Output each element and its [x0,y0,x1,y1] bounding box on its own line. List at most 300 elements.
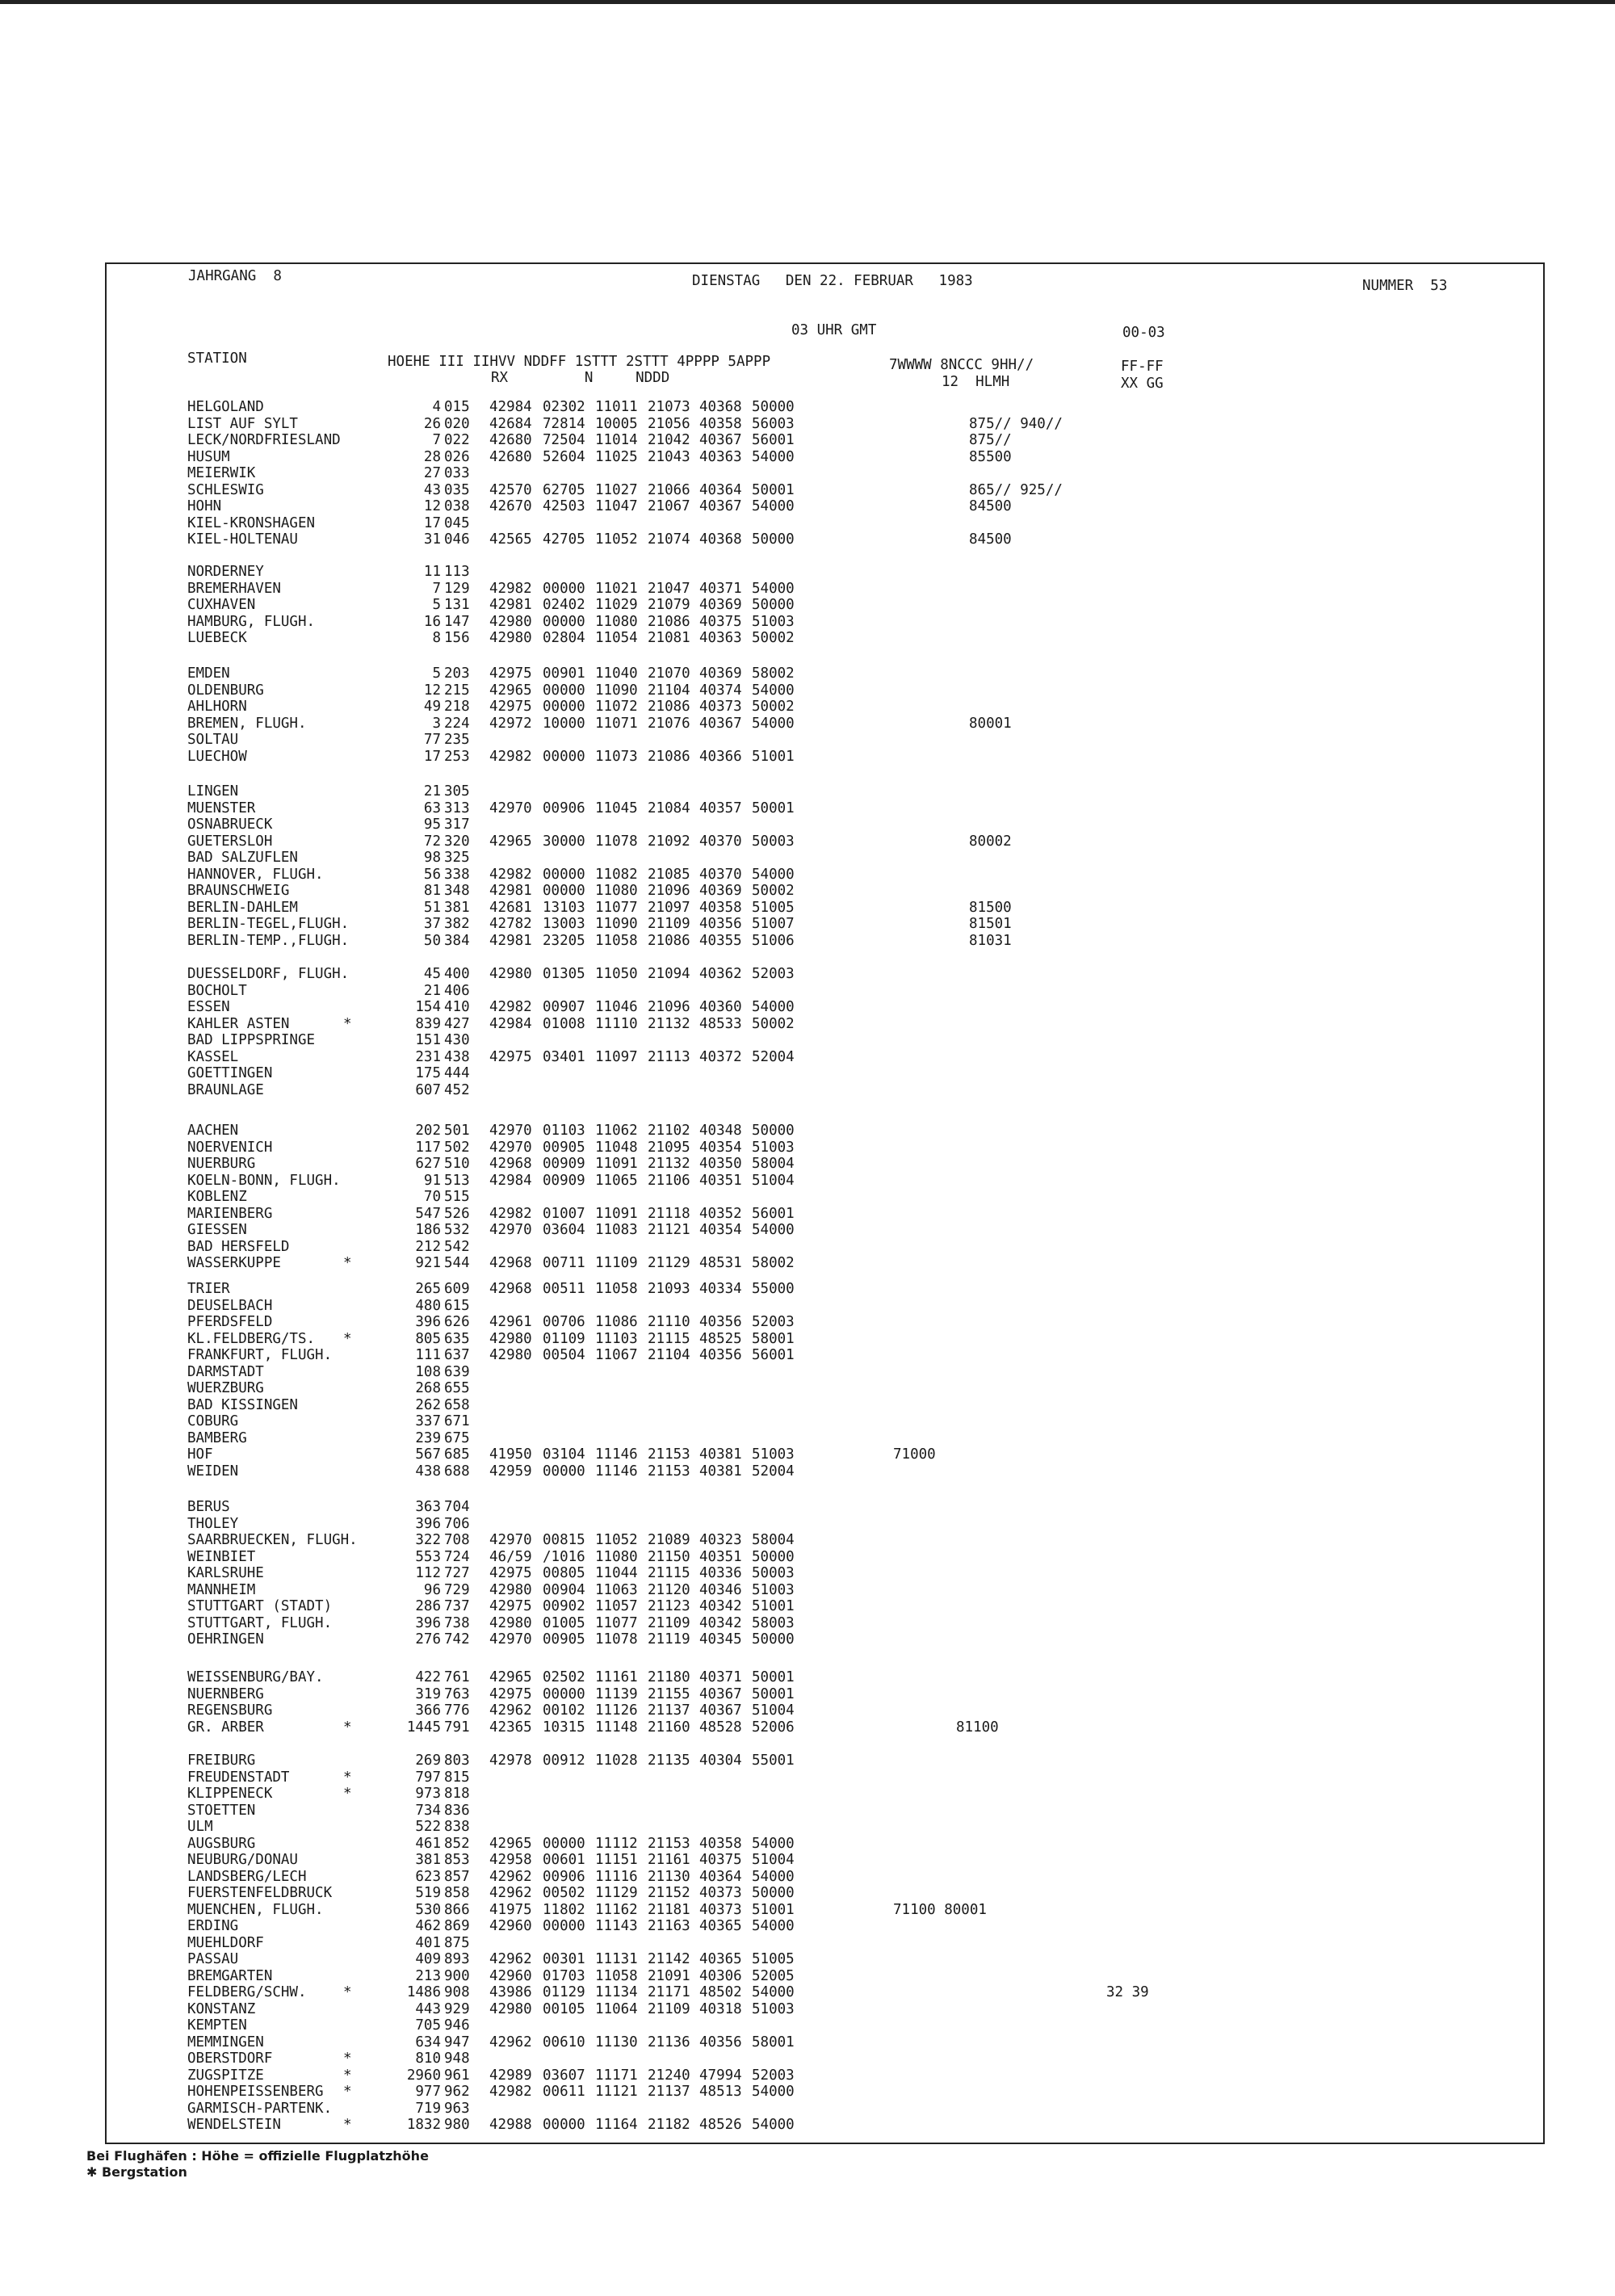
group-5appp: 50000 [752,1631,795,1647]
group-nddff: 01005 [543,1614,585,1631]
station-name: ESSEN [187,999,230,1015]
group-2sttt: 21106 [648,1172,690,1189]
group-2sttt: 21123 [648,1598,690,1614]
group-4pppp: 40356 [699,916,742,932]
station-name: FRANKFURT, FLUGH. [187,1347,333,1363]
mountain-marker: * [343,1255,352,1271]
station-name: KAHLER ASTEN [187,1015,290,1032]
group-1sttt: 11090 [595,682,638,699]
group-4pppp: 40354 [699,1222,742,1238]
station-height: 553 [415,1548,441,1565]
group-5appp: 50001 [752,1669,795,1685]
station-name: HANNOVER, FLUGH. [187,866,324,883]
group-nddff: 00105 [543,2000,585,2017]
group-1sttt: 11045 [595,800,638,816]
station-number: 129 [444,580,470,597]
group-1sttt: 11080 [595,883,638,899]
column-group7-sub: 12 HLMH [942,374,1010,390]
station-number: 763 [444,1685,470,1702]
station-number: 156 [444,630,470,646]
group-1sttt: 11067 [595,1347,638,1363]
station-number: 113 [444,564,470,580]
group-4pppp: 40358 [699,1835,742,1852]
station-name: KASSEL [187,1048,239,1065]
station-name: KOBLENZ [187,1189,247,1205]
group-4pppp: 40354 [699,1139,742,1156]
group-4pppp: 40358 [699,415,742,432]
group-nddff: 01703 [543,1967,585,1984]
station-number: 348 [444,883,470,899]
station-height: 151 [415,1032,441,1048]
group-nddff: 72814 [543,415,585,432]
group-5appp: 51004 [752,1702,795,1719]
group-1sttt: 11126 [595,1702,638,1719]
station-number: 675 [444,1429,470,1446]
group-4pppp: 40374 [699,682,742,699]
group-5appp: 51004 [752,1172,795,1189]
group-4pppp: 40366 [699,748,742,765]
station-number: 544 [444,1255,470,1271]
group-5appp: 55001 [752,1752,795,1769]
group-iihvv: 42959 [489,1463,532,1480]
group-nddff: 00601 [543,1852,585,1868]
group-2sttt: 21132 [648,1156,690,1172]
station-height: 212 [415,1238,441,1255]
group-iihvv: 42962 [489,1868,532,1885]
station-name: KONSTANZ [187,2000,256,2017]
station-number: 858 [444,1885,470,1901]
group-iihvv: 42962 [489,1702,532,1719]
group-5appp: 51001 [752,1901,795,1918]
group-iihvv: 42980 [489,1581,532,1598]
station-height: 547 [415,1205,441,1222]
group-2sttt: 21181 [648,1901,690,1918]
group-4pppp: 40372 [699,1048,742,1065]
group-nddff: 00906 [543,1868,585,1885]
station-number: 381 [444,899,470,916]
group-iihvv: 42968 [489,1281,532,1297]
station-name: BAD KISSINGEN [187,1396,298,1413]
station-height: 12 [423,498,441,514]
group-2sttt: 21081 [648,630,690,646]
group-1sttt: 11071 [595,715,638,732]
group-5appp: 50000 [752,1123,795,1139]
station-number: 853 [444,1852,470,1868]
group-2sttt: 21093 [648,1281,690,1297]
station-number: 338 [444,866,470,883]
station-height: 627 [415,1156,441,1172]
station-height: 810 [415,2050,441,2067]
group-2sttt: 21086 [648,932,690,949]
station-name: MEMMINGEN [187,2034,264,2050]
station-height: 2960 [406,2067,441,2084]
group-5appp: 50001 [752,1685,795,1702]
column-station: STATION [187,350,247,367]
station-height: 91 [423,1172,441,1189]
group-iihvv: 42670 [489,498,532,514]
station-number: 929 [444,2000,470,2017]
station-number: 857 [444,1868,470,1885]
station-name: FREUDENSTADT [187,1769,290,1786]
station-name: BREMERHAVEN [187,580,281,597]
group-nddff: 42705 [543,531,585,548]
group-iihvv: 42965 [489,1669,532,1685]
station-name: ZUGSPITZE [187,2067,264,2084]
station-name: BERLIN-TEGEL,FLUGH. [187,916,350,932]
group-2sttt: 21136 [648,2034,690,2050]
station-number: 869 [444,1918,470,1934]
station-height: 805 [415,1330,441,1347]
station-name: HOF [187,1446,213,1463]
station-number: 147 [444,613,470,630]
group-nddff: /1016 [543,1548,585,1565]
group-1sttt: 11146 [595,1463,638,1480]
group-4pppp: 40371 [699,580,742,597]
group-4pppp: 40346 [699,1581,742,1598]
group-5appp: 54000 [752,1835,795,1852]
station-name: LUEBECK [187,630,247,646]
group-iihvv: 41975 [489,1901,532,1918]
group-nddff: 03604 [543,1222,585,1238]
group-4pppp: 40367 [699,1702,742,1719]
station-height: 16 [423,613,441,630]
group-2sttt: 21153 [648,1463,690,1480]
group-extra: 865// 925// [969,481,1063,498]
group-2sttt: 21086 [648,748,690,765]
group-4pppp: 40367 [699,715,742,732]
group-iihvv: 42988 [489,2117,532,2133]
group-nddff: 00909 [543,1172,585,1189]
group-1sttt: 11046 [595,999,638,1015]
station-height: 81 [423,883,441,899]
group-5appp: 54000 [752,2117,795,2133]
group-nddff: 62705 [543,481,585,498]
station-height: 49 [423,699,441,715]
group-2sttt: 21130 [648,1868,690,1885]
station-number: 776 [444,1702,470,1719]
station-name: BAMBERG [187,1429,247,1446]
station-name: STUTTGART (STADT) [187,1598,333,1614]
group-2sttt: 21102 [648,1123,690,1139]
group-5appp: 54000 [752,866,795,883]
station-number: 727 [444,1565,470,1581]
group-5appp: 50000 [752,1885,795,1901]
group-nddff: 00000 [543,682,585,699]
group-nddff: 13103 [543,899,585,916]
group-4pppp: 40370 [699,866,742,883]
group-1sttt: 11052 [595,531,638,548]
group-1sttt: 11050 [595,966,638,982]
group-1sttt: 11064 [595,2000,638,2017]
group-extra: 81031 [969,932,1012,949]
group-5appp: 52003 [752,2067,795,2084]
group-5appp: 54000 [752,999,795,1015]
group-2sttt: 21240 [648,2067,690,2084]
station-number: 947 [444,2034,470,2050]
station-number: 908 [444,1984,470,2000]
station-height: 530 [415,1901,441,1918]
group-nddff: 03401 [543,1048,585,1065]
group-iihvv: 42980 [489,2000,532,2017]
group-nddff: 03607 [543,2067,585,2084]
group-nddff: 00906 [543,800,585,816]
station-name: SAARBRUECKEN, FLUGH. [187,1532,358,1548]
group-2sttt: 21089 [648,1532,690,1548]
station-height: 462 [415,1918,441,1934]
group-iihvv: 42681 [489,899,532,916]
group-5appp: 58002 [752,665,795,682]
group-nddff: 00000 [543,1835,585,1852]
group-iihvv: 42981 [489,597,532,613]
group-5appp: 50002 [752,1015,795,1032]
station-name: THOLEY [187,1515,239,1532]
station-number: 427 [444,1015,470,1032]
station-height: 154 [415,999,441,1015]
column-ff: FF-FF [1121,359,1164,375]
station-number: 963 [444,2100,470,2117]
column-group7: 7WWWW 8NCCC 9HH// [889,357,1034,373]
station-name: REGENSBURG [187,1702,273,1719]
station-height: 634 [415,2034,441,2050]
station-number: 688 [444,1463,470,1480]
station-number: 866 [444,1901,470,1918]
group-1sttt: 11091 [595,1156,638,1172]
station-number: 325 [444,850,470,866]
group-2sttt: 21067 [648,498,690,514]
group-4pppp: 40375 [699,1852,742,1868]
group-4pppp: 40364 [699,481,742,498]
group-1sttt: 11027 [595,481,638,498]
group-nddff: 01008 [543,1015,585,1032]
group-2sttt: 21113 [648,1048,690,1065]
group-1sttt: 11077 [595,1614,638,1631]
station-name: GOETTINGEN [187,1065,273,1081]
group-4pppp: 40362 [699,966,742,982]
station-height: 21 [423,982,441,999]
group-nddff: 01305 [543,966,585,982]
station-name: KEMPTEN [187,2017,247,2034]
station-name: LIST AUF SYLT [187,415,298,432]
station-height: 70 [423,1189,441,1205]
group-iihvv: 42965 [489,682,532,699]
station-number: 655 [444,1380,470,1396]
station-height: 98 [423,850,441,866]
group-extra: 32 39 [1106,1984,1149,2000]
station-height: 17 [423,748,441,765]
group-2sttt: 21109 [648,1614,690,1631]
group-iihvv: 42972 [489,715,532,732]
group-1sttt: 11139 [595,1685,638,1702]
station-height: 7 [432,580,441,597]
mountain-marker: * [343,1330,352,1347]
group-2sttt: 21153 [648,1446,690,1463]
station-name: AHLHORN [187,699,247,715]
station-height: 522 [415,1819,441,1835]
group-iihvv: 42980 [489,613,532,630]
station-height: 213 [415,1967,441,1984]
group-iihvv: 42978 [489,1752,532,1769]
group-1sttt: 11121 [595,2084,638,2100]
station-height: 269 [415,1752,441,1769]
station-name: MARIENBERG [187,1205,273,1222]
station-name: BREMGARTEN [187,1967,273,1984]
group-iihvv: 42980 [489,1330,532,1347]
group-nddff: 03104 [543,1446,585,1463]
group-1sttt: 11063 [595,1581,638,1598]
group-1sttt: 11086 [595,1314,638,1330]
issue-date: DIENSTAG DEN 22. FEBRUAR 1983 [692,273,973,289]
station-height: 37 [423,916,441,932]
group-nddff: 00000 [543,1685,585,1702]
group-nddff: 00912 [543,1752,585,1769]
station-height: 95 [423,816,441,833]
station-number: 980 [444,2117,470,2133]
station-number: 852 [444,1835,470,1852]
group-5appp: 58004 [752,1532,795,1548]
group-5appp: 56001 [752,1347,795,1363]
group-iihvv: 42982 [489,2084,532,2100]
group-5appp: 52003 [752,1314,795,1330]
station-height: 21 [423,783,441,800]
station-height: 337 [415,1413,441,1429]
group-5appp: 50000 [752,597,795,613]
group-nddff: 00000 [543,883,585,899]
group-nddff: 11802 [543,1901,585,1918]
station-number: 218 [444,699,470,715]
group-4pppp: 40318 [699,2000,742,2017]
group-5appp: 54000 [752,2084,795,2100]
group-2sttt: 21104 [648,682,690,699]
observation-time: 03 UHR GMT [791,322,877,338]
station-name: HOHN [187,498,222,514]
group-1sttt: 11116 [595,1868,638,1885]
station-number: 803 [444,1752,470,1769]
group-5appp: 51003 [752,1581,795,1598]
group-nddff: 02302 [543,399,585,415]
group-5appp: 51003 [752,1446,795,1463]
group-5appp: 50002 [752,699,795,715]
group-nddff: 00000 [543,748,585,765]
station-height: 705 [415,2017,441,2034]
station-name: WEIDEN [187,1463,239,1480]
station-name: COBURG [187,1413,239,1429]
group-5appp: 58004 [752,1156,795,1172]
station-number: 317 [444,816,470,833]
group-iihvv: 42365 [489,1719,532,1736]
group-2sttt: 21182 [648,2117,690,2133]
station-name: LINGEN [187,783,239,800]
group-iihvv: 42960 [489,1918,532,1934]
group-nddff: 00502 [543,1885,585,1901]
group-5appp: 51007 [752,916,795,932]
station-height: 623 [415,1868,441,1885]
group-4pppp: 40355 [699,932,742,949]
group-iihvv: 42982 [489,866,532,883]
group-nddff: 00805 [543,1565,585,1581]
station-number: 532 [444,1222,470,1238]
station-number: 962 [444,2084,470,2100]
group-5appp: 54000 [752,498,795,514]
station-name: MANNHEIM [187,1581,256,1598]
group-2sttt: 21152 [648,1885,690,1901]
group-extra: 875// [969,432,1012,448]
footnote-airport: Bei Flughäfen : Höhe = offizielle Flugplatzhöhe [86,2148,429,2164]
station-number: 501 [444,1123,470,1139]
group-iihvv: 42961 [489,1314,532,1330]
group-iihvv: 42684 [489,415,532,432]
group-5appp: 51003 [752,2000,795,2017]
group-iihvv: 42968 [489,1255,532,1271]
group-2sttt: 21119 [648,1631,690,1647]
group-iihvv: 42680 [489,432,532,448]
group-nddff: 00905 [543,1139,585,1156]
group-5appp: 50000 [752,531,795,548]
station-number: 382 [444,916,470,932]
station-name: MEIERWIK [187,465,256,481]
group-iihvv: 42975 [489,665,532,682]
group-1sttt: 11078 [595,1631,638,1647]
group-2sttt: 21163 [648,1918,690,1934]
station-height: 839 [415,1015,441,1032]
station-height: 262 [415,1396,441,1413]
group-iihvv: 42965 [489,1835,532,1852]
group-4pppp: 48525 [699,1330,742,1347]
group-4pppp: 40350 [699,1156,742,1172]
station-name: EMDEN [187,665,230,682]
scan-top-edge [0,0,1615,4]
group-5appp: 50003 [752,833,795,850]
group-nddff: 02502 [543,1669,585,1685]
station-height: 117 [415,1139,441,1156]
station-name: KARLSRUHE [187,1565,264,1581]
group-iihvv: 42970 [489,1532,532,1548]
station-number: 035 [444,481,470,498]
group-4pppp: 40363 [699,448,742,465]
group-1sttt: 11058 [595,1967,638,1984]
station-name: STUTTGART, FLUGH. [187,1614,333,1631]
group-1sttt: 11065 [595,1172,638,1189]
station-name: WEISSENBURG/BAY. [187,1669,324,1685]
group-nddff: 00907 [543,999,585,1015]
station-height: 438 [415,1463,441,1480]
station-name: FREIBURG [187,1752,256,1769]
group-1sttt: 11029 [595,597,638,613]
station-number: 685 [444,1446,470,1463]
station-name: KLIPPENECK [187,1786,273,1802]
group-2sttt: 21129 [648,1255,690,1271]
group-2sttt: 21085 [648,866,690,883]
group-4pppp: 40336 [699,1565,742,1581]
group-extra: 71100 80001 [893,1901,987,1918]
station-name: PFERDSFELD [187,1314,273,1330]
station-name: HELGOLAND [187,399,264,415]
station-name: MUEHLDORF [187,1934,264,1951]
group-1sttt: 11097 [595,1048,638,1065]
station-height: 1486 [406,1984,441,2000]
station-height: 363 [415,1499,441,1515]
station-name: OEHRINGEN [187,1631,264,1647]
station-height: 719 [415,2100,441,2117]
group-4pppp: 40323 [699,1532,742,1548]
station-name: DEUSELBACH [187,1297,273,1314]
group-1sttt: 11151 [595,1852,638,1868]
group-1sttt: 11134 [595,1984,638,2000]
group-nddff: 02402 [543,597,585,613]
group-4pppp: 48526 [699,2117,742,2133]
station-name: KIEL-HOLTENAU [187,531,298,548]
station-height: 26 [423,415,441,432]
group-4pppp: 48531 [699,1255,742,1271]
